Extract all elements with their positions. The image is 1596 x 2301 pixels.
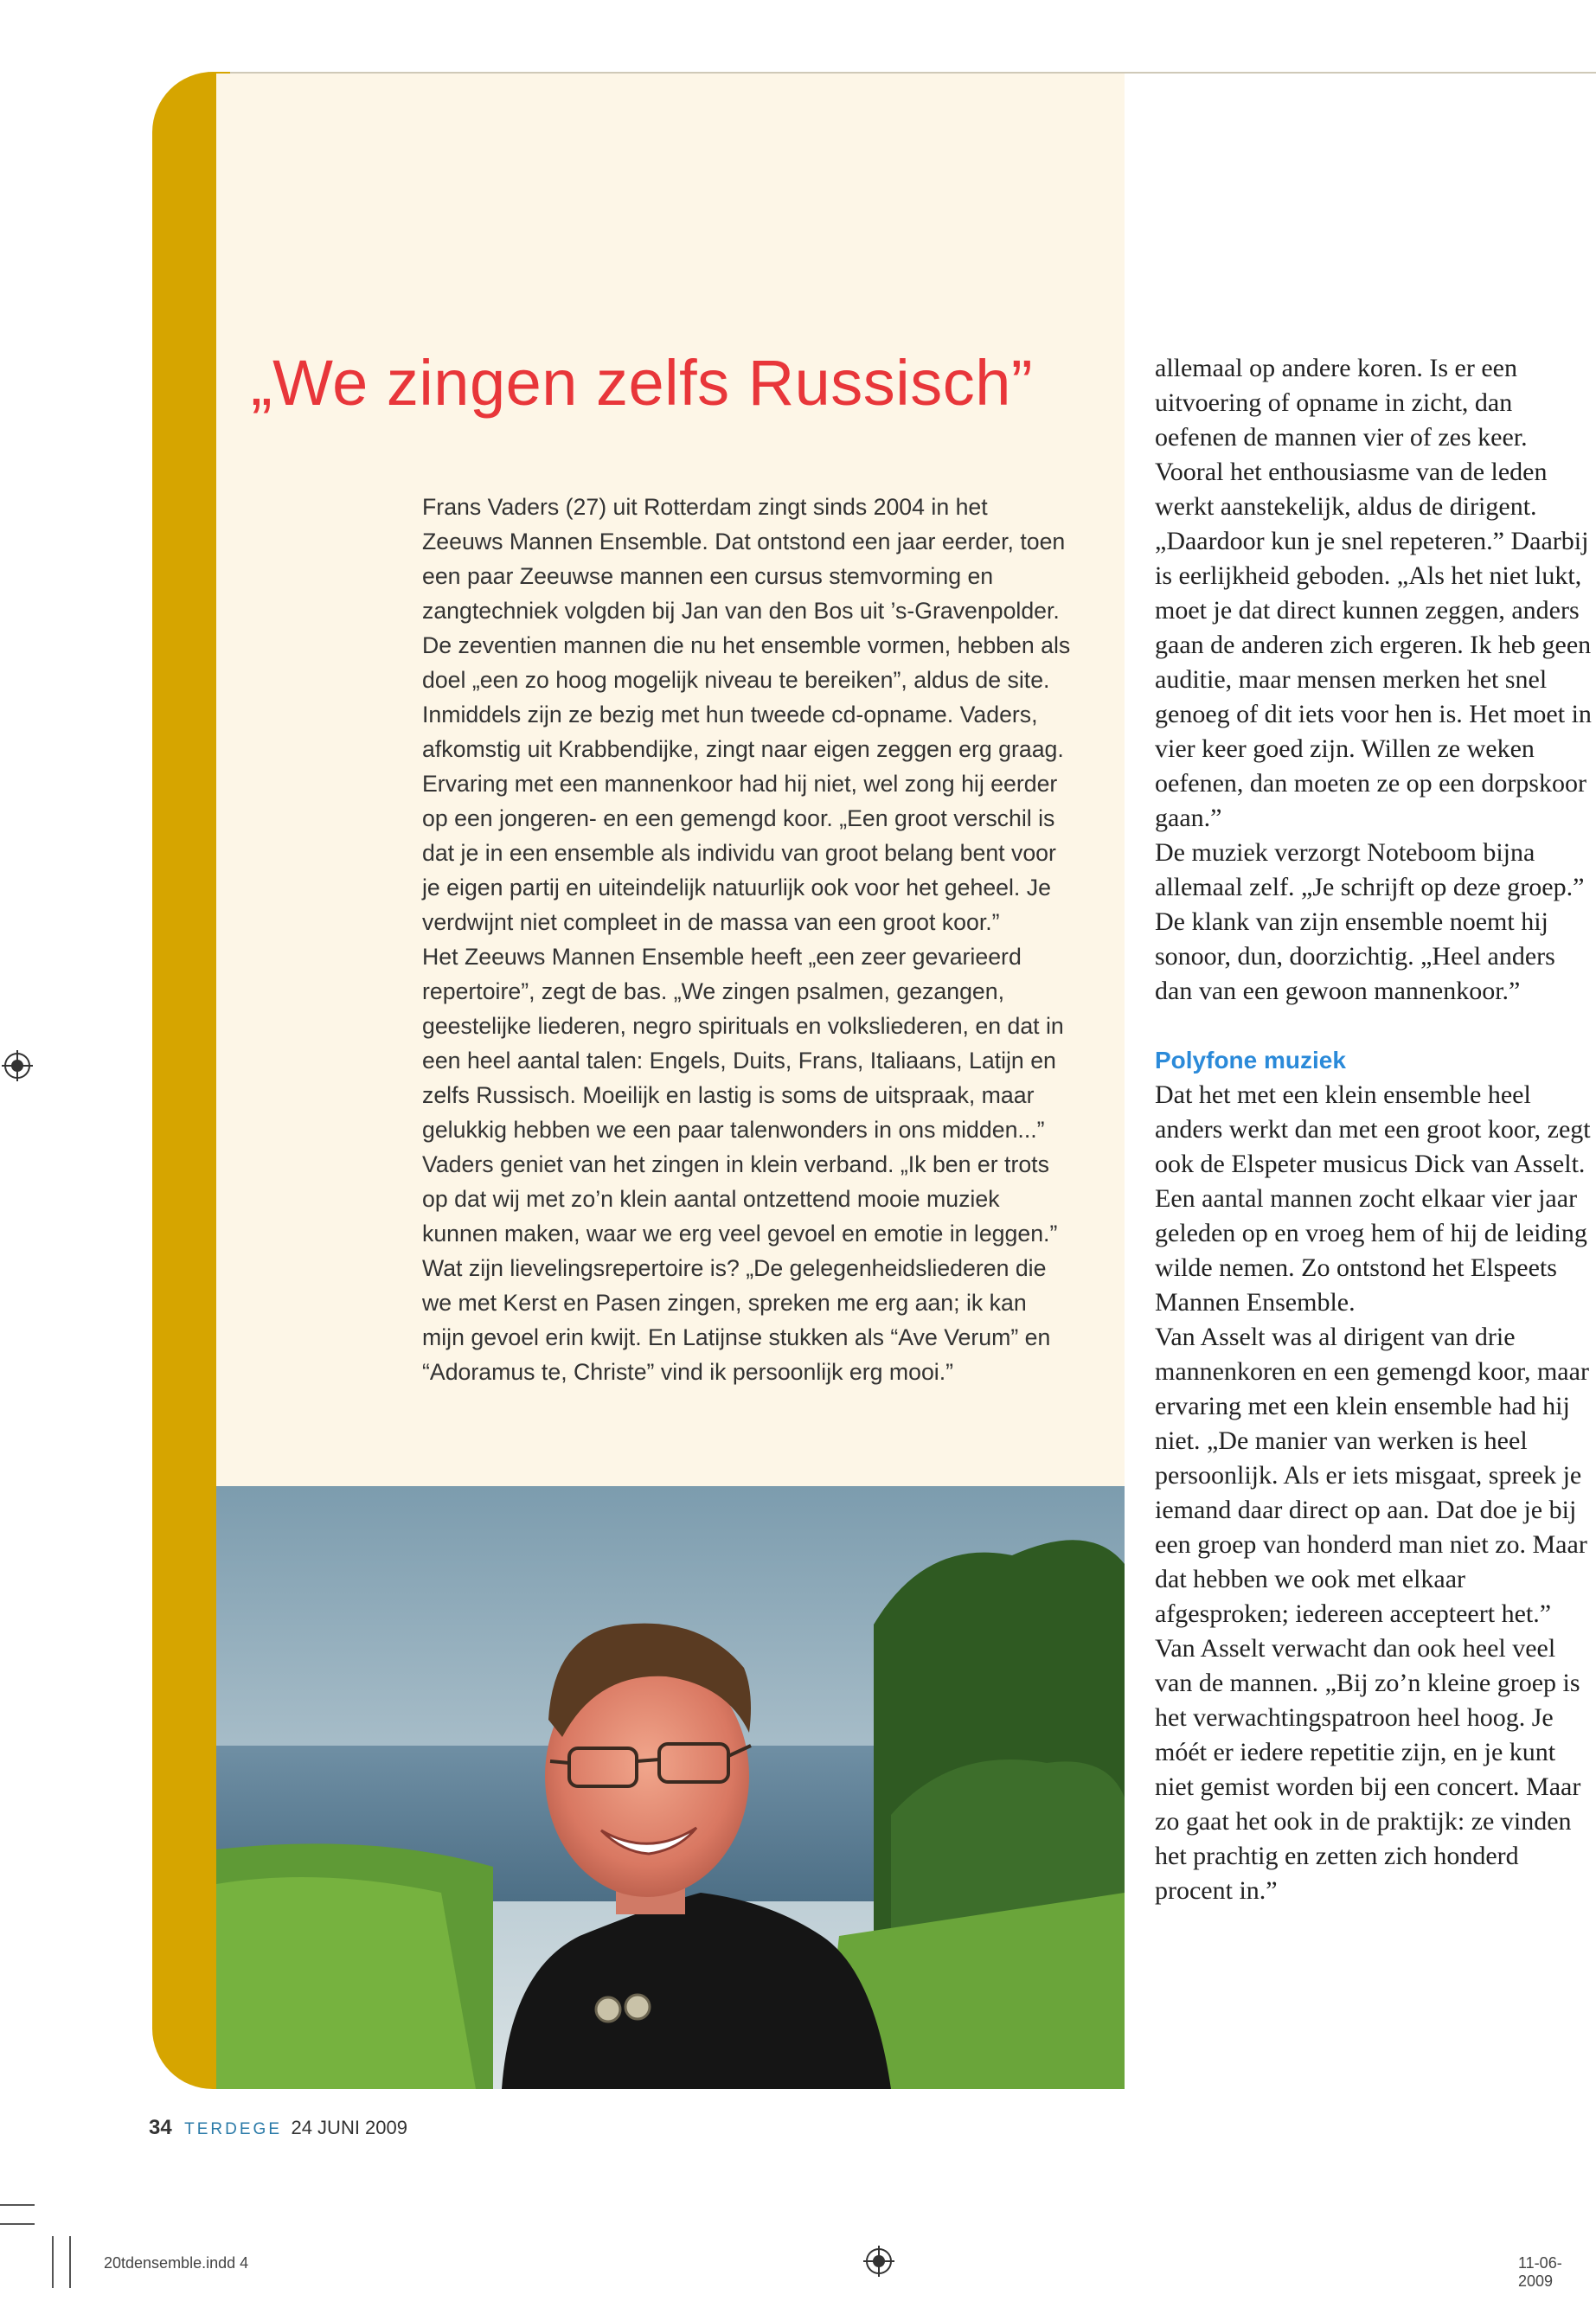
registration-mark-icon	[2, 1050, 33, 1081]
right-paragraph: Van Asselt verwacht dan ook heel veel van de mannen. „Bij zo’n kleine groep is het verwachtingspatroon heel hoog. Je móét er iedere repetitie zijn, en je kunt niet gemist worden bij een concert. Maar zo gaat het ook in de praktijk: ze vinden het prachtig en zetten zich honderd procent in.”	[1155, 1634, 1581, 1905]
article-intro-text: Frans Vaders (27) uit Rotterdam zingt sinds 2004 in het Zeeuws Mannen Ensemble. Dat ontstond een jaar eerder, toen een paar Zeeuwse mannen een cursus stemvorming en zangtechniek volgden bij Jan van den Bos uit ’s-Gravenpolder. De zeventien mannen die nu het ensemble vormen, hebben als doel „een zo hoog mogelijk niveau te bereiken”, aldus de site. Inmiddels zijn ze bezig met hun tweede cd-opname. Vaders, afkomstig uit Krabbendijke, zingt naar eigen zeggen erg graag. Ervaring met een mannenkoor had hij niet, wel zong hij eerder op een jongeren- en een gemengd koor. „Een groot verschil is dat je in een ensemble als individu van groot belang bent voor je eigen partij en uiteindelijk natuurlijk ook voor het geheel. Je verdwijnt niet compleet in de massa van een groot koor.” Het Zeeuws Mannen Ensemble heeft „een zeer gevarieerd repertoire”, zegt de bas. „We zingen psalmen, gezangen, geestelijke liederen, negro spirituals en volksliederen, en dat in een heel aantal talen: Engels, Duits, Frans, Italiaans, Latijn en zelfs Russisch. Moeilijk en lastig is soms de uitspraak, maar gelukkig hebben we een paar talenwonders in ons midden...” Vaders geniet van het zingen in klein verband. „Ik ben er trots op dat wij met zo’n klein aantal ontzettend mooie muziek kunnen maken, waar we erg veel gevoel en emotie in leggen.” Wat zijn lievelingsrepertoire is? „De gelegenheidsliederen die we met Kerst en Pasen zingen, spreken me erg aan; ik kan mijn gevoel erin kwijt. En Latijnse stukken als “Ave Verum” en “Adoramus te, Christe” vind ik persoonlijk erg mooi.”	[422, 494, 1071, 1385]
slug-filename: 20tdensemble.indd 4	[104, 2254, 249, 2272]
right-paragraph: allemaal op andere koren. Is er een uitvoering of opname in zicht, dan oefenen de mannen vier of zes keer. Vooral het enthousiasme van de leden werkt aanstekelijk, aldus de dirigent. „Daardoor kun je snel repeteren.” Daarbij is eerlijkheid geboden. „Als het niet lukt, moet je dat direct kunnen zeggen, anders gaan de anderen zich ergeren. Ik heb geen auditie, maar mensen merken het snel genoeg of dit iets voor hen is. Het moet in vier keer goed zijn. Willen ze weken oefenen, dan moeten ze op een dorpskoor gaan.”	[1155, 354, 1592, 832]
crop-mark	[69, 2236, 71, 2288]
crop-mark	[52, 2236, 54, 2288]
page-footer	[149, 2116, 407, 2140]
section-subheading: Polyfone muziek	[1155, 1047, 1346, 1074]
article-headline: „We zingen zelfs Russisch”	[251, 347, 1034, 419]
right-paragraph: Dat het met een klein ensemble heel anders werkt dan met een groot koor, zegt ook de Elspeter musicus Dick van Asselt. Een aantal mannen zocht elkaar vier jaar geleden op en vroeg hem of hij de leiding wilde nemen. Zo ontstond het Elspeets Mannen Ensemble.	[1155, 1080, 1591, 1317]
right-paragraph: De muziek verzorgt Noteboom bijna allemaal zelf. „Je schrijft op deze groep.” De klank van zijn ensemble noemt hij sonoor, dun, doorzichtig. „Heel anders dan van een gewoon mannenkoor.”	[1155, 838, 1585, 1005]
right-paragraph: Van Asselt was al dirigent van drie mannenkoren en een gemengd koor, maar ervaring met een klein ensemble had hij niet. „De manier van werken is heel persoonlijk. Als er iets misgaat, spreek je iemand daar direct op aan. Dat doe je bij een groep van honderd man niet zo. Maar dat hebben we ook met elkaar afgesproken; iedereen accepteert het.”	[1155, 1323, 1589, 1628]
slug-date: 11-06-2009	[1518, 2254, 1562, 2290]
page-number: 34	[149, 2116, 172, 2139]
crop-mark	[0, 2223, 35, 2225]
portrait-photo	[216, 1486, 1125, 2089]
issue-date: 24 JUNI 2009	[291, 2117, 407, 2138]
right-column	[1155, 351, 1592, 1908]
registration-mark-icon	[863, 2246, 894, 2277]
crop-mark	[0, 2204, 35, 2206]
magazine-name: TERDEGE	[184, 2120, 283, 2138]
